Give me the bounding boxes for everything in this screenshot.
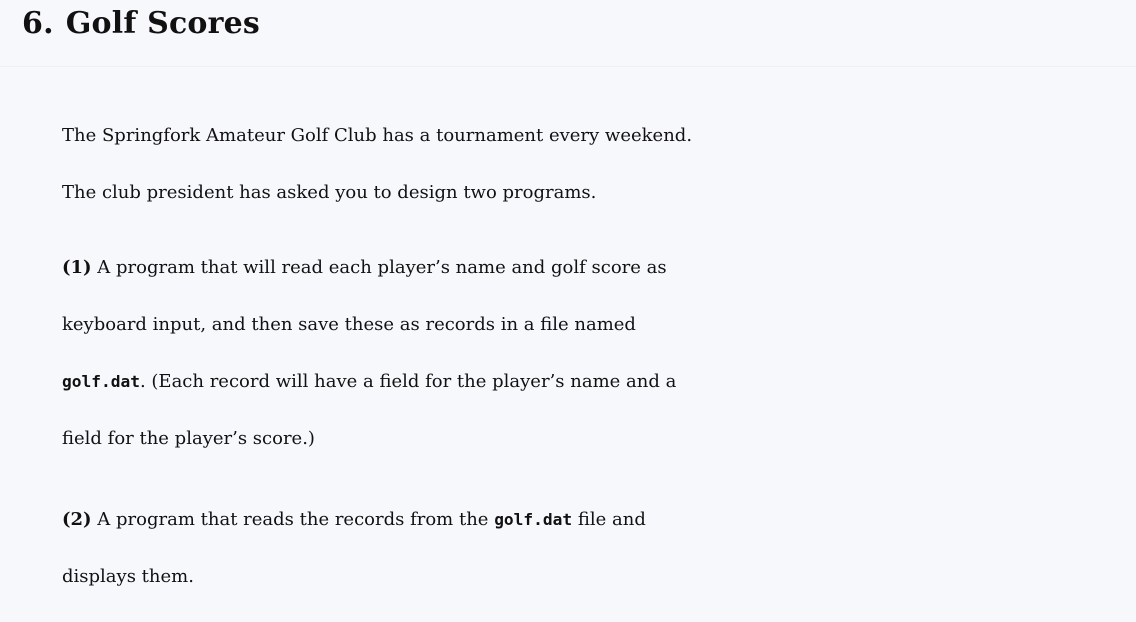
part-1-marker: (1) [62,257,92,278]
intro-paragraph [62,107,1136,221]
part-1-line-2: keyboard input, and then save these as records in a file named [62,314,636,335]
part-2-line-1 [62,491,1136,548]
intro-line-2: The club president has asked you to design two programs. [62,182,597,203]
part-1-line-4: field for the player’s score.) [62,428,315,449]
part-1-line-3 [62,353,1136,410]
part-1-text-1: A program that will read each player’s name and golf score as [97,257,667,278]
part-1-line-1 [62,239,1136,296]
intro-line-1: The Springfork Amateur Golf Club has a tournament every weekend. [62,125,693,146]
part-1-text-3: . (Each record will have a field for the player’s name and a [139,371,677,392]
part-2-filename: golf.dat [494,510,573,529]
part-2-text-after: file and [577,509,646,530]
part-2-paragraph [62,491,1136,605]
part-2-text-before: A program that reads the records from the [97,509,489,530]
part-1-paragraph [62,239,1136,467]
heading-divider [0,66,1136,67]
exercise-number: 6. [22,6,54,41]
part-2-line-2: displays them. [62,566,194,587]
part-2-marker: (2) [62,509,92,530]
exercise-title: Golf Scores [65,6,261,41]
exercise-heading [22,6,260,41]
part-1-filename: golf.dat [62,372,140,391]
